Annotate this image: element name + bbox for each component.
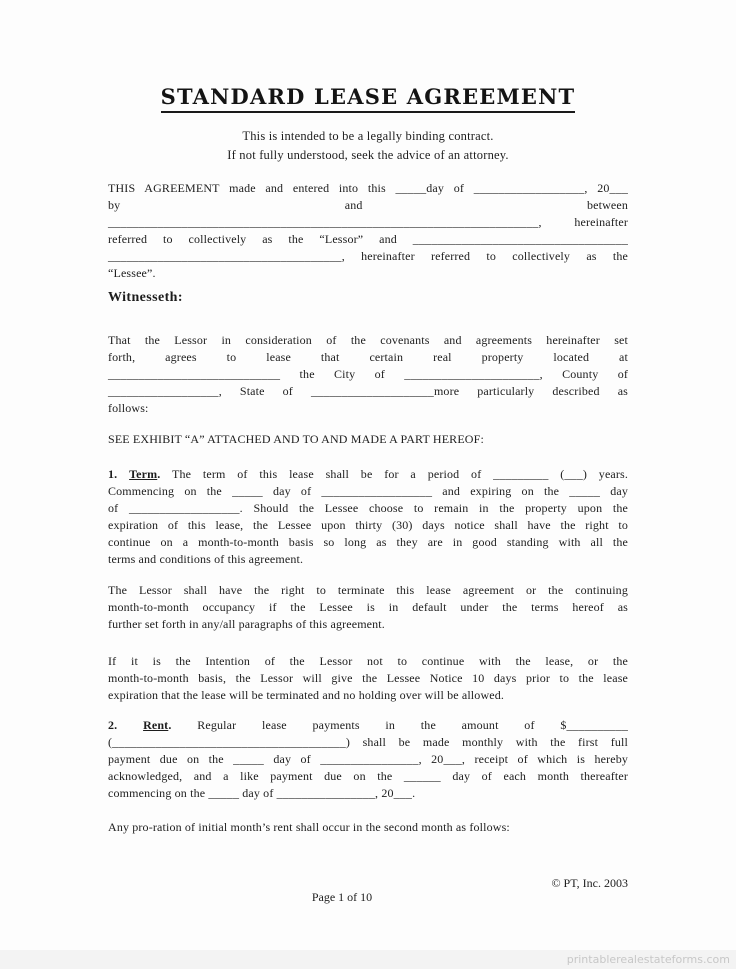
rent-label-period: . [168, 718, 172, 732]
intro-line-5: ______________________________________, hereinafter referred to collectively as the [108, 249, 628, 263]
termination-line-2: month-to-month occupancy if the Lessee is in default under the terms hereof as [108, 600, 628, 614]
term-section-number: 1. [108, 467, 118, 481]
witnesseth-line-2: forth, agrees to lease that certain real property located at [108, 350, 628, 364]
witnesseth-line-4: __________________, State of ____________________more particularly described as [108, 384, 628, 398]
rent-line-1-text: Regular lease payments in the amount of $__________ [197, 718, 628, 732]
copyright-notice: © PT, Inc. 2003 [551, 876, 628, 890]
document-subtitle [108, 127, 628, 164]
page-number: Page 1 of 10 [311, 890, 373, 904]
term-section-label: Term [129, 467, 158, 481]
watermark: printablerealestateforms.com [566, 953, 730, 966]
witnesseth-heading: Witnesseth: [108, 290, 183, 305]
term-line-1-text: The term of this lease shall be for a period of _________ (___) years. [172, 467, 629, 481]
term-label-period: . [157, 467, 161, 481]
rent-line-1 [108, 717, 628, 734]
termination-paragraph [108, 582, 628, 633]
witnesseth-line-3: ____________________________ the City of ______________________, County of [108, 367, 628, 381]
rent-section-number: 2. [108, 718, 118, 732]
term-line-1 [108, 466, 628, 483]
proration-note: Any pro-ration of initial month’s rent shall occur in the second month as follows: [108, 820, 510, 834]
term-line-5: continue on a month-to-month basis so long as they are in good standing with all the [108, 535, 628, 549]
rent-line-2: (______________________________________) shall be made monthly with the first full [108, 735, 628, 749]
termination-line-3: further set forth in any/all paragraphs of this agreement. [108, 617, 385, 631]
rent-section [108, 717, 628, 802]
document-title: STANDARD LEASE AGREEMENT [161, 84, 576, 113]
subtitle-line-2: If not fully understood, seek the advice of an attorney. [227, 147, 509, 162]
rent-section-label: Rent [143, 718, 169, 732]
term-line-4: expiration of this lease, the Lessee upon thirty (30) days notice shall have the right to [108, 518, 628, 532]
rent-line-4: acknowledged, and a like payment due on the ______ day of each month thereafter [108, 769, 628, 783]
intention-line-2: month-to-month basis, the Lessor will give the Lessee Notice 10 days prior to the lease [108, 671, 628, 685]
term-line-3: of __________________. Should the Lessee choose to remain in the property upon the [108, 501, 628, 515]
intro-line-2: by and between [108, 198, 628, 212]
intro-line-1: THIS AGREEMENT made and entered into this _____day of __________________, 20___ [108, 181, 628, 195]
document-title-wrap [108, 84, 628, 113]
intro-line-6: “Lessee”. [108, 266, 156, 280]
term-line-2: Commencing on the _____ day of __________________ and expiring on the _____ day [108, 484, 628, 498]
witnesseth-line-1: That the Lessor in consideration of the covenants and agreements hereinafter set [108, 333, 628, 347]
intention-line-3: expiration that the lease will be terminated and no holding over will be allowed. [108, 688, 505, 702]
exhibit-note: SEE EXHIBIT “A” ATTACHED AND TO AND MADE A PART HEREOF: [108, 432, 484, 446]
intention-line-1: If it is the Intention of the Lessor not to continue with the lease, or the [108, 654, 628, 668]
rent-line-5: commencing on the _____ day of ________________, 20___. [108, 786, 416, 800]
intro-line-4: referred to collectively as the “Lessor” and ___________________________________ [108, 232, 628, 246]
subtitle-line-1: This is intended to be a legally binding contract. [242, 129, 494, 143]
intention-paragraph [108, 653, 628, 704]
intro-line-3: ______________________________________________________________________, hereinafter [108, 215, 628, 229]
term-section [108, 466, 628, 568]
witnesseth-line-5: follows: [108, 401, 149, 415]
termination-line-1: The Lessor shall have the right to terminate this lease agreement or the continuing [108, 583, 628, 597]
intro-paragraph [108, 180, 628, 282]
rent-line-3: payment due on the _____ day of ________________, 20___, receipt of which is hereby [108, 752, 628, 766]
watermark-strip [0, 950, 736, 969]
witnesseth-paragraph [108, 332, 628, 417]
term-line-6: terms and conditions of this agreement. [108, 552, 304, 566]
